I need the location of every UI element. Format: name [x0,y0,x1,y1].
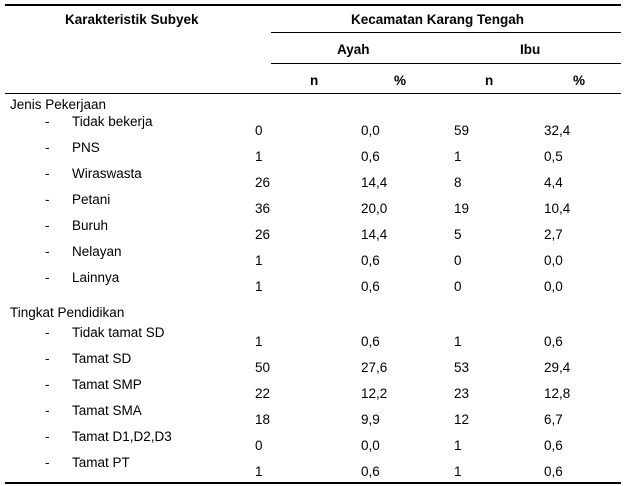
cell-ayah-n: 36 [255,201,271,216]
cell-ibu-n: 53 [454,360,470,375]
parent-header-rule [271,63,621,64]
cell-ibu-n: 59 [454,123,470,138]
row-bullet: - [45,114,50,129]
column-header-ibu-n: n [485,73,494,88]
cell-ayah-n: 1 [255,334,263,349]
column-header-ayah-pct: % [394,73,407,88]
column-header-ayah: Ayah [337,42,370,57]
cell-ayah-pct: 0,0 [361,123,380,138]
cell-ayah-n: 0 [255,123,263,138]
cell-ayah-pct: 0,6 [361,334,380,349]
cell-ayah-n: 1 [255,149,263,164]
cell-ibu-pct: 0,0 [544,253,563,268]
cell-ayah-n: 1 [255,279,263,294]
row-label: Tamat SD [72,351,132,366]
row-bullet: - [45,140,50,155]
row-label: Buruh [72,218,109,233]
cell-ayah-pct: 0,6 [361,464,380,479]
row-label: Nelayan [72,244,122,259]
row-label: Tamat SMP [72,377,142,392]
row-label: Tamat PT [72,455,130,470]
cell-ibu-n: 12 [454,412,470,427]
row-bullet: - [45,166,50,181]
row-bullet: - [45,377,50,392]
cell-ibu-pct: 6,7 [544,412,563,427]
cell-ibu-pct: 0,6 [544,438,563,453]
cell-ibu-n: 1 [454,149,462,164]
cell-ibu-n: 1 [454,334,462,349]
cell-ibu-pct: 12,8 [544,386,571,401]
cell-ayah-pct: 0,6 [361,279,380,294]
cell-ibu-pct: 4,4 [544,175,563,190]
table-top-rule [5,4,621,6]
cell-ayah-pct: 0,6 [361,253,380,268]
row-label: Petani [72,192,111,207]
cell-ayah-n: 1 [255,464,263,479]
cell-ibu-n: 1 [454,464,462,479]
column-header-characteristic: Karakteristik Subyek [65,12,199,27]
row-bullet: - [45,325,50,340]
row-label: PNS [72,140,100,155]
cell-ibu-pct: 0,6 [544,464,563,479]
row-label: Tamat D1,D2,D3 [72,429,172,444]
row-label: Tidak tamat SD [72,325,165,340]
row-label: Tidak bekerja [72,114,153,129]
cell-ayah-n: 26 [255,227,271,242]
row-bullet: - [45,218,50,233]
cell-ayah-pct: 0,0 [361,438,380,453]
cell-ibu-pct: 32,4 [544,123,571,138]
row-bullet: - [45,244,50,259]
cell-ayah-pct: 12,2 [361,386,388,401]
cell-ayah-n: 18 [255,412,271,427]
cell-ayah-pct: 14,4 [361,175,388,190]
cell-ayah-pct: 20,0 [361,201,388,216]
cell-ibu-n: 0 [454,279,462,294]
row-label: Tamat SMA [72,403,142,418]
column-header-group: Kecamatan Karang Tengah [351,12,525,27]
row-bullet: - [45,429,50,444]
cell-ayah-pct: 9,9 [361,412,380,427]
column-header-ibu-pct: % [573,73,586,88]
cell-ayah-n: 1 [255,253,263,268]
cell-ibu-pct: 2,7 [544,227,563,242]
header-bottom-rule [5,93,621,94]
cell-ibu-n: 8 [454,175,462,190]
row-bullet: - [45,455,50,470]
cell-ibu-n: 23 [454,386,470,401]
cell-ibu-pct: 0,5 [544,149,563,164]
cell-ayah-n: 50 [255,360,271,375]
cell-ibu-n: 0 [454,253,462,268]
cell-ibu-n: 1 [454,438,462,453]
row-bullet: - [45,192,50,207]
cell-ayah-n: 0 [255,438,263,453]
cell-ibu-pct: 0,6 [544,334,563,349]
table-bottom-rule [5,482,621,484]
cell-ayah-pct: 0,6 [361,149,380,164]
row-label: Wiraswasta [72,166,142,181]
row-bullet: - [45,351,50,366]
row-bullet: - [45,270,50,285]
cell-ibu-pct: 0,0 [544,279,563,294]
column-header-ibu: Ibu [520,42,541,57]
cell-ibu-pct: 10,4 [544,201,571,216]
row-bullet: - [45,403,50,418]
row-label: Lainnya [72,270,120,285]
section-title: Tingkat Pendidikan [10,305,125,320]
section-title: Jenis Pekerjaan [10,97,107,112]
cell-ayah-n: 22 [255,386,271,401]
group-header-rule [271,32,621,33]
column-header-ayah-n: n [310,73,319,88]
cell-ibu-n: 19 [454,201,470,216]
cell-ayah-pct: 27,6 [361,360,388,375]
cell-ayah-pct: 14,4 [361,227,388,242]
cell-ayah-n: 26 [255,175,271,190]
cell-ibu-pct: 29,4 [544,360,571,375]
cell-ibu-n: 5 [454,227,462,242]
